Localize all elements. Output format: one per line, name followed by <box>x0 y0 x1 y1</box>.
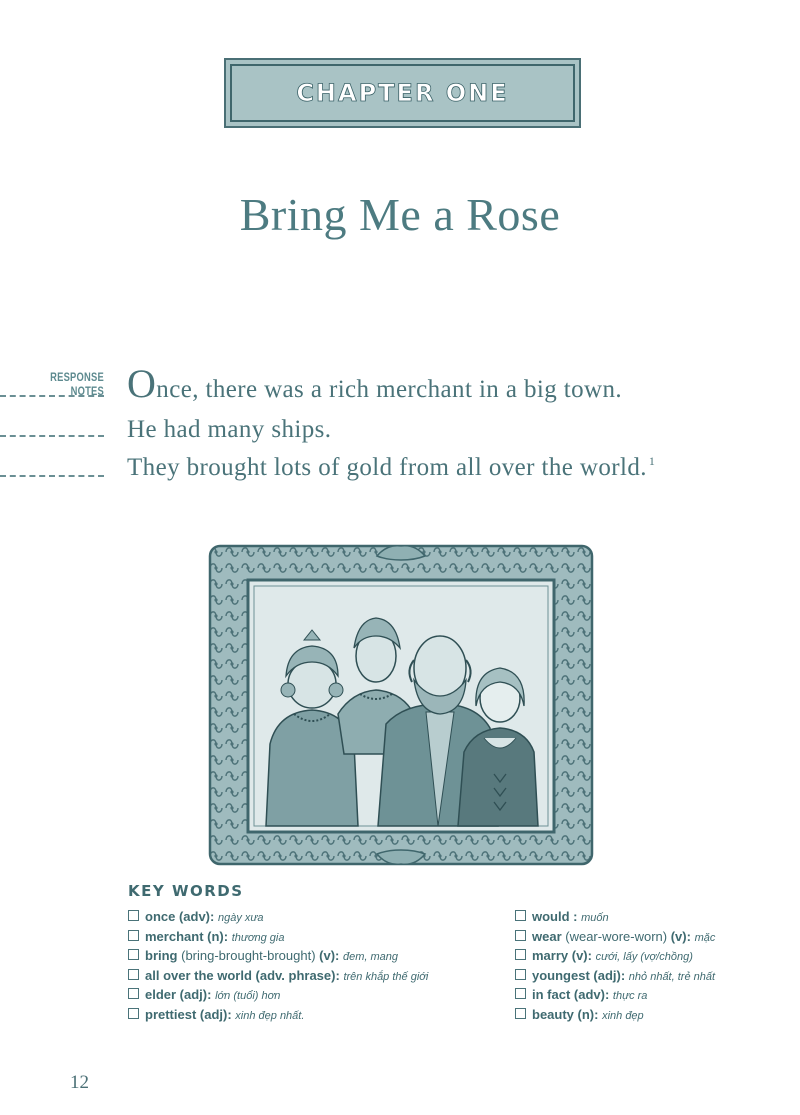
key-word-item <box>515 985 715 1005</box>
chapter-banner <box>224 58 581 128</box>
key-word-translation: cưới, lấy (vợ/chồng) <box>595 951 693 964</box>
key-word-term: merchant (n): <box>145 928 229 944</box>
story-line-3-text: They brought lots of gold from all over the world. <box>127 454 647 481</box>
key-word-item <box>128 1005 428 1025</box>
checkbox-icon[interactable] <box>128 1008 139 1019</box>
key-word-translation: đem, mang <box>342 951 399 964</box>
checkbox-icon[interactable] <box>128 930 139 941</box>
key-word-translation: mặc <box>694 931 716 944</box>
page-number: 12 <box>70 1072 89 1093</box>
key-word-translation: nhỏ nhất, trẻ nhất <box>628 970 716 983</box>
key-word-translation: thương gia <box>231 931 285 944</box>
key-word-pos: (v): <box>319 948 340 964</box>
checkbox-icon[interactable] <box>515 930 526 941</box>
key-word-item <box>515 946 715 966</box>
key-word-item <box>515 907 715 927</box>
key-word-translation: trên khắp thế giới <box>343 970 429 983</box>
key-words-right-column <box>515 907 715 1025</box>
response-notes-line <box>0 475 104 477</box>
checkbox-icon[interactable] <box>515 949 526 960</box>
checkbox-icon[interactable] <box>515 1008 526 1019</box>
key-word-item <box>128 907 428 927</box>
key-word-forms: (wear-wore-worn) <box>561 928 671 944</box>
key-word-translation: xinh đẹp <box>602 1009 644 1022</box>
response-notes-line <box>0 435 104 437</box>
key-word-item <box>515 1005 715 1025</box>
checkbox-icon[interactable] <box>128 969 139 980</box>
key-word-term: wear <box>532 928 562 944</box>
checkbox-icon[interactable] <box>128 988 139 999</box>
story-line-1-text: nce, there was a rich merchant in a big town. <box>156 376 623 403</box>
key-word-translation: muốn <box>581 912 609 924</box>
key-word-term: beauty (n): <box>532 1006 599 1022</box>
story-line-3 <box>127 454 655 482</box>
key-word-translation: xinh đẹp nhất. <box>235 1009 305 1022</box>
key-word-term: bring <box>145 948 178 964</box>
chapter-banner-inner <box>230 64 575 122</box>
key-word-term: would : <box>532 909 578 924</box>
checkbox-icon[interactable] <box>515 988 526 999</box>
key-word-translation: thực ra <box>612 990 648 1003</box>
key-word-translation: ngày xưa <box>217 912 264 924</box>
key-word-item <box>128 946 428 966</box>
checkbox-icon[interactable] <box>515 969 526 980</box>
response-notes-line <box>0 395 104 397</box>
key-word-item <box>128 927 428 947</box>
key-word-item <box>515 927 715 947</box>
checkbox-icon[interactable] <box>515 910 526 921</box>
key-word-pos: (v): <box>670 928 691 944</box>
key-word-translation: lớn (tuổi) hơn <box>215 990 281 1003</box>
key-word-item <box>128 985 428 1005</box>
chapter-title: Bring Me a Rose <box>239 189 561 240</box>
footnote-marker: 1 <box>648 454 656 468</box>
key-word-forms: (bring-brought-brought) <box>177 948 320 964</box>
drop-cap: O <box>127 361 157 406</box>
chapter-label: CHAPTER ONE <box>296 79 509 107</box>
key-word-item <box>128 966 428 986</box>
key-word-term: elder (adj): <box>145 987 212 1003</box>
key-word-term: marry (v): <box>532 948 592 964</box>
checkbox-icon[interactable] <box>128 949 139 960</box>
key-words-heading: KEY WORDS <box>128 882 244 900</box>
story-line-1 <box>127 360 622 407</box>
story-line-2: He had many ships. <box>127 416 332 443</box>
key-word-term: youngest (adj): <box>532 967 626 983</box>
key-word-term: all over the world (adv. phrase): <box>145 967 340 983</box>
checkbox-icon[interactable] <box>128 910 139 921</box>
family-portrait-illustration <box>208 544 594 866</box>
key-word-term: once (adv): <box>145 909 215 924</box>
key-word-term: in fact (adv): <box>532 987 610 1003</box>
response-notes-label: RESPONSE NOTES <box>50 370 104 398</box>
key-words-left-column <box>128 907 428 1025</box>
key-word-term: prettiest (adj): <box>145 1006 232 1022</box>
key-word-item <box>515 966 715 986</box>
